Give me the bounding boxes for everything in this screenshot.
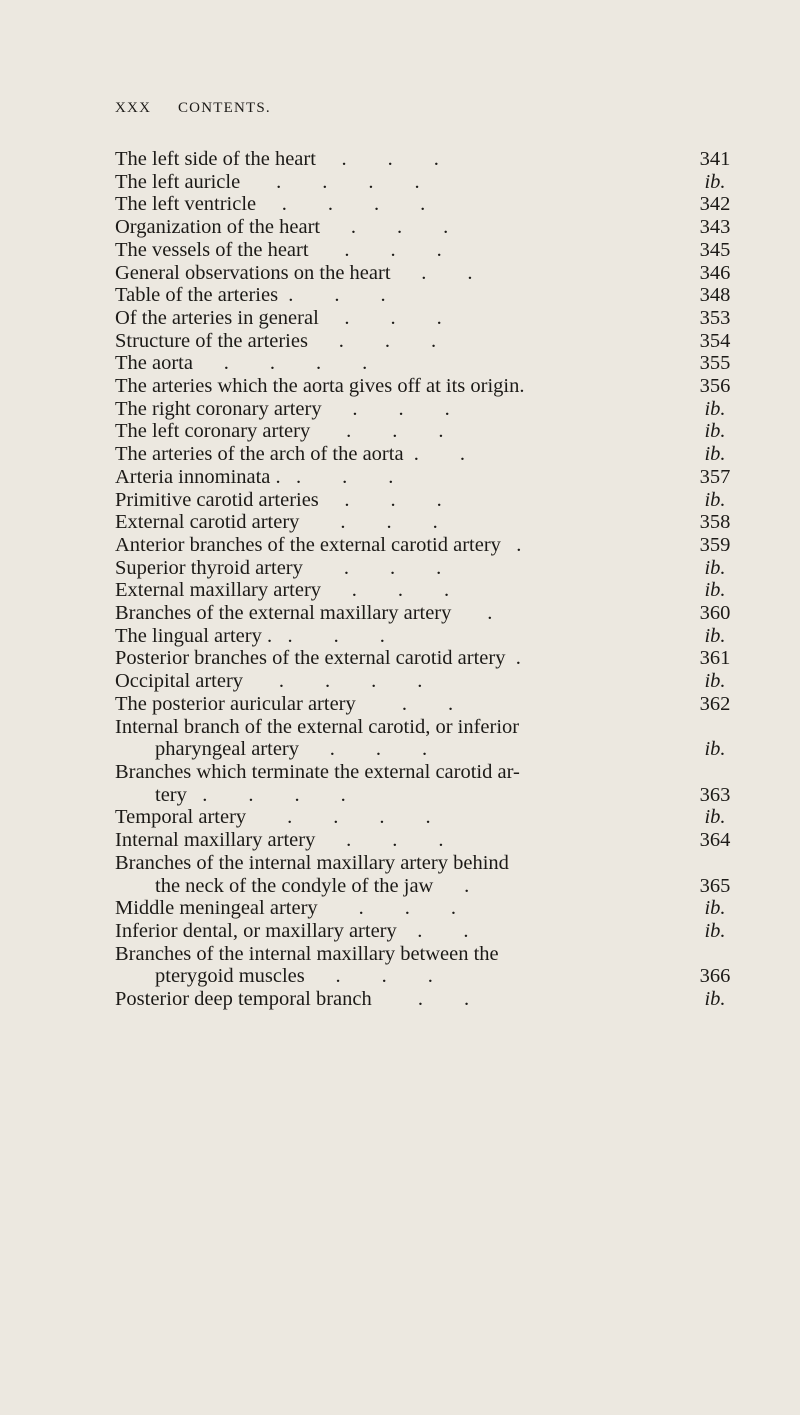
toc-entry-page: 343 [699,216,731,239]
toc-entry-page: 357 [699,465,731,488]
toc-entry [115,466,739,489]
toc-entry-page: ib. [704,738,726,761]
toc-entry-title: Structure of the arteries . . . [115,329,437,352]
toc-entry-title: Inferior dental, or maxillary artery . . [115,919,469,942]
toc-entry [115,352,739,375]
toc-entry [115,829,739,852]
page-title: CONTENTS. [177,100,271,116]
toc-entry [115,216,739,239]
toc-entry [115,738,739,761]
toc-entry-page: ib. [704,488,726,511]
toc-entry-title: Table of the arteries . . . [115,284,386,307]
toc-entry-page: 353 [699,306,731,329]
toc-entry-page: 365 [699,874,731,897]
toc-entry-page: ib. [704,556,726,579]
toc-entry-title: Organization of the heart . . . [115,216,449,239]
toc-entry-title: The arteries which the aorta gives off at its origin. [115,375,525,398]
toc-entry-title: Of the arteries in general . . . [115,306,442,329]
toc-entry-title: Branches of the internal maxillary artery behind [115,851,509,874]
toc-entry-page: 355 [699,352,731,375]
toc-entry-page: 358 [699,511,731,534]
running-header [115,100,271,117]
toc-entry [115,171,739,194]
toc-entry-title: Internal maxillary artery . . . [115,829,444,852]
toc-entry [115,943,739,966]
toc-entry-title: Arteria innominata . . . . [115,465,394,488]
toc-entry [115,761,739,784]
toc-entry [115,284,739,307]
toc-entry-title: The left auricle . . . . [115,170,420,193]
toc-entry-page: 362 [699,692,731,715]
toc-entry [115,557,739,580]
toc-entry [115,511,739,534]
toc-entry-page: ib. [704,988,726,1011]
toc-entry [115,534,739,557]
toc-entry [115,330,739,353]
toc-entry-page: ib. [704,443,726,466]
toc-entry-title: Superior thyroid artery . . . [115,556,442,579]
toc-entry [115,307,739,330]
toc-entry-title: the neck of the condyle of the jaw . [155,874,470,897]
toc-entry-title: General observations on the heart . . [115,261,473,284]
toc-entry-page: 359 [699,533,731,556]
toc-entry-page: 364 [699,829,731,852]
toc-entry [115,920,739,943]
toc-entry [115,262,739,285]
toc-entry-title: The right coronary artery . . . [115,397,450,420]
toc-entry-title: Branches which terminate the external carotid ar- [115,760,520,783]
toc-entry [115,193,739,216]
toc-entry-page: 348 [699,284,731,307]
toc-entry-page: 361 [699,647,731,670]
toc-entry-title: External maxillary artery . . . [115,579,450,602]
toc-entry [115,784,739,807]
toc-entry [115,579,739,602]
toc-entry-page: ib. [704,897,726,920]
toc-entry-title: The posterior auricular artery . . [115,692,454,715]
toc-entry-title: pharyngeal artery . . . [155,738,428,761]
toc-entry [115,693,739,716]
toc-entry-page: 341 [699,148,731,170]
toc-entry [115,398,739,421]
toc-entry-page: 356 [699,375,731,398]
toc-entry-title: The left ventricle . . . . [115,193,426,216]
toc-entry-page: ib. [704,170,726,193]
toc-entry-page: 360 [699,602,731,625]
toc-entry-page: ib. [704,919,726,942]
toc-entry [115,239,739,262]
toc-entry-title: The vessels of the heart . . . [115,238,442,261]
toc-entry [115,988,739,1011]
toc-entry-title: Middle meningeal artery . . . [115,897,457,920]
toc-entry [115,625,739,648]
toc-entry-page: ib. [704,806,726,829]
toc-entry-page: 345 [699,238,731,261]
toc-entry-page: 363 [699,783,731,806]
toc-entry-page: 366 [699,965,731,988]
toc-entry-page: ib. [704,579,726,602]
toc-entry-title: tery . . . . [155,783,346,806]
toc-entry-title: The lingual artery . . . . [115,624,385,647]
toc-entry-title: pterygoid muscles . . . [155,965,433,988]
toc-entry [115,489,739,512]
toc-entry-title: Occipital artery . . . . [115,670,423,693]
toc-entry [115,897,739,920]
toc-entry-page: 354 [699,329,731,352]
toc-entry-title: Temporal artery . . . . [115,806,431,829]
toc-entry-title: The left side of the heart . . . [115,148,439,170]
toc-entry-title: Branches of the external maxillary artery . [115,602,493,625]
toc-entry [115,602,739,625]
toc-entry-page: ib. [704,670,726,693]
toc-entry [115,148,739,171]
toc-entry [115,806,739,829]
toc-entry [115,420,739,443]
toc-entry-title: Posterior deep temporal branch . . [115,988,470,1011]
toc-entry-title: Anterior branches of the external carotid artery . [115,533,522,556]
toc-entry-page: ib. [704,420,726,443]
toc-entry-page: 342 [699,193,731,216]
table-of-contents [115,148,739,1011]
toc-entry [115,875,739,898]
toc-entry-page: ib. [704,624,726,647]
toc-entry-title: The arteries of the arch of the aorta . . [115,443,466,466]
page-number-roman: XXX [115,100,152,116]
toc-entry-title: Internal branch of the external carotid, or inferior [115,715,520,738]
toc-entry-page: ib. [704,397,726,420]
toc-entry-title: The left coronary artery . . . [115,420,444,443]
toc-entry-page: 346 [699,261,731,284]
toc-entry [115,647,739,670]
toc-entry [115,965,739,988]
toc-entry [115,716,739,739]
toc-entry-title: The aorta . . . . [115,352,368,375]
toc-entry [115,443,739,466]
toc-entry-title: Primitive carotid arteries . . . [115,488,442,511]
toc-entry-title: External carotid artery . . . [115,511,438,534]
toc-entry-title: Posterior branches of the external carotid artery . [115,647,521,670]
toc-entry [115,375,739,398]
toc-entry [115,670,739,693]
toc-entry-title: Branches of the internal maxillary between the [115,942,499,965]
toc-entry [115,852,739,875]
